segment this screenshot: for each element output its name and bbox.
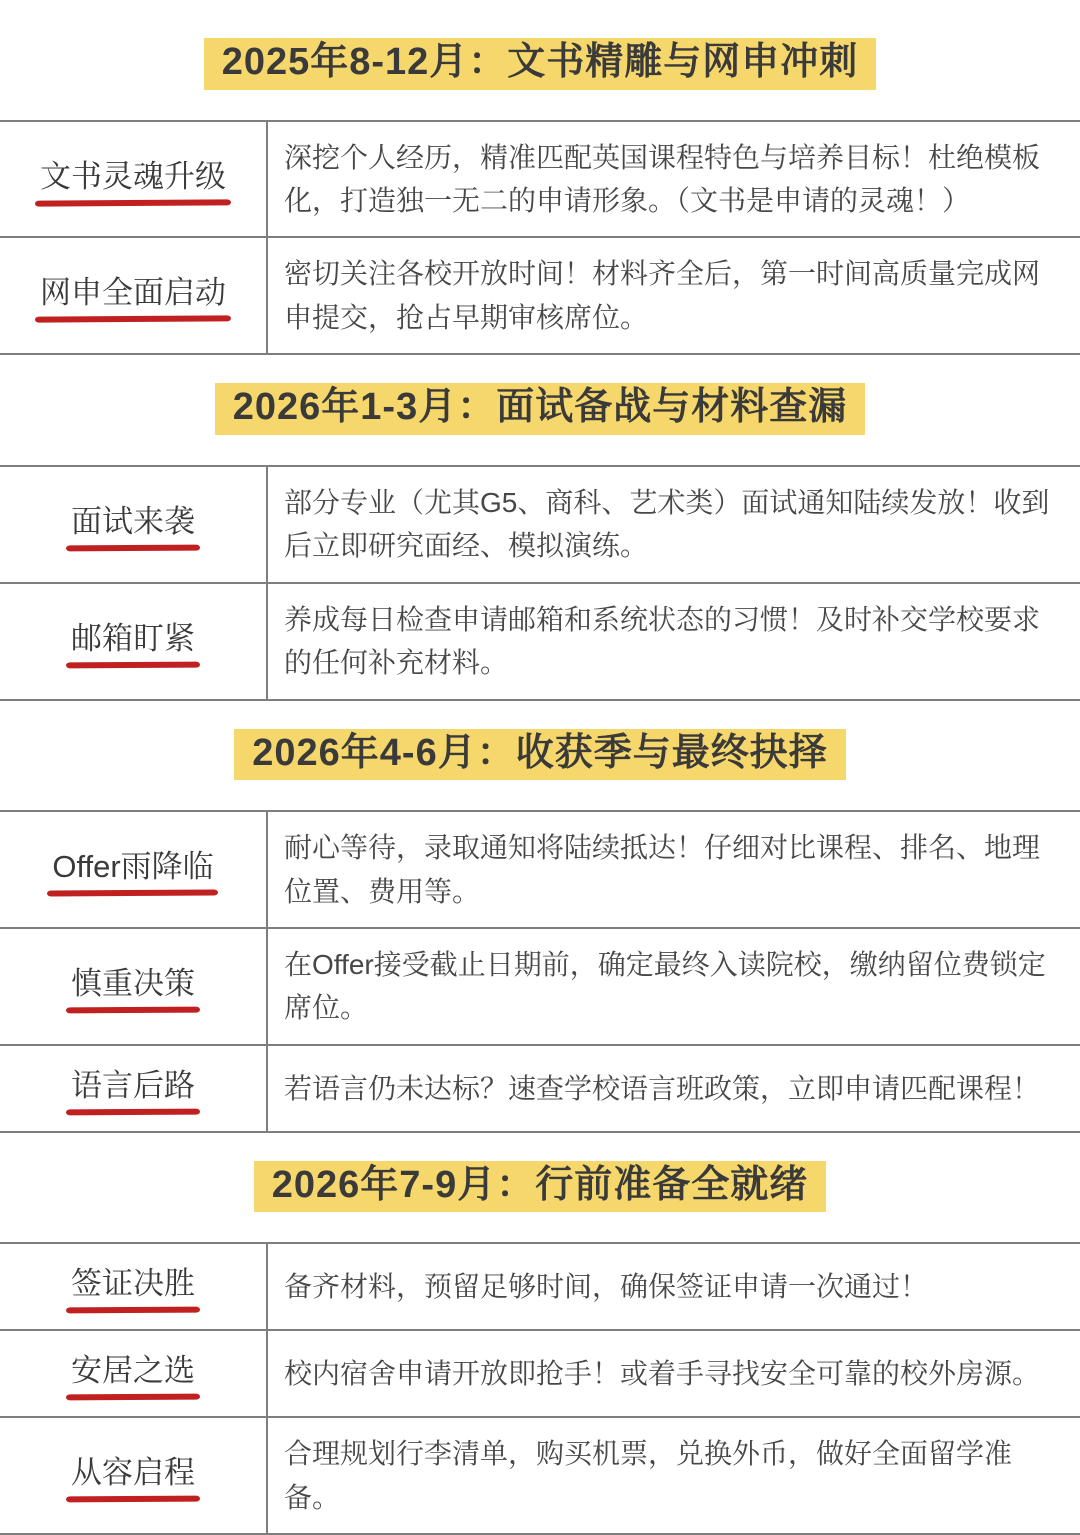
table-row <box>0 812 1080 929</box>
row-label: 文书灵魂升级 <box>40 151 226 208</box>
row-label: 安居之选 <box>71 1345 195 1402</box>
row-desc-cell <box>268 1331 1080 1416</box>
row-desc-cell <box>268 122 1080 237</box>
row-desc-cell <box>268 812 1080 927</box>
row-label: 邮箱盯紧 <box>71 613 195 670</box>
row-label-cell <box>0 238 268 353</box>
row-label: 面试来袭 <box>71 496 195 553</box>
section-header <box>0 729 1080 781</box>
table-row <box>0 1046 1080 1133</box>
timeline-table <box>0 1242 1080 1535</box>
section-header <box>0 383 1080 435</box>
table-row <box>0 929 1080 1046</box>
row-desc-cell <box>268 584 1080 699</box>
section-header <box>0 1161 1080 1213</box>
section-2026-apr-jun <box>0 729 1080 1133</box>
section-title: 2026年4-6月：收获季与最终抉择 <box>234 729 845 781</box>
row-label-cell <box>0 1046 268 1131</box>
row-label-cell <box>0 812 268 927</box>
row-desc-cell <box>268 1046 1080 1131</box>
row-description: 密切关注各校开放时间！材料齐全后，第一时间高质量完成网申提交，抢占早期审核席位。 <box>284 258 1041 333</box>
row-description: 耐心等待，录取通知将陆续抵达！仔细对比课程、排名、地理位置、费用等。 <box>284 832 1041 907</box>
table-row <box>0 467 1080 584</box>
section-2026-jul-sep <box>0 1161 1080 1535</box>
section-title: 2026年1-3月：面试备战与材料查漏 <box>215 383 865 435</box>
timeline-table <box>0 465 1080 701</box>
section-header <box>0 38 1080 90</box>
row-label-cell <box>0 1331 268 1416</box>
row-description: 备齐材料，预留足够时间，确保签证申请一次通过！ <box>284 1271 929 1303</box>
row-description: 校内宿舍申请开放即抢手！或着手寻找安全可靠的校外房源。 <box>284 1358 1041 1390</box>
row-label: 慎重决策 <box>71 958 195 1015</box>
row-label-cell <box>0 584 268 699</box>
row-description: 深挖个人经历，精准匹配英国课程特色与培养目标！杜绝模板化，打造独一无二的申请形象。（文书是申请的灵魂！） <box>284 141 1041 217</box>
row-label: 签证决胜 <box>71 1258 195 1315</box>
row-description: 合理规划行李清单，购买机票，兑换外币，做好全面留学准备。 <box>284 1438 1013 1513</box>
table-row <box>0 1244 1080 1331</box>
row-label-cell <box>0 467 268 582</box>
timeline-table <box>0 810 1080 1133</box>
row-description: 若语言仍未达标？速查学校语言班政策，立即申请匹配课程！ <box>284 1072 1041 1104</box>
row-desc-cell <box>268 1244 1080 1329</box>
table-row <box>0 1331 1080 1418</box>
row-label-cell <box>0 1244 268 1329</box>
timeline-table <box>0 120 1080 356</box>
section-title: 2025年8-12月：文书精雕与网申冲刺 <box>204 38 877 90</box>
row-desc-cell <box>268 238 1080 353</box>
row-label-cell <box>0 1418 268 1533</box>
row-label: 语言后路 <box>71 1060 195 1117</box>
section-title: 2026年7-9月：行前准备全就绪 <box>254 1161 826 1213</box>
row-description: 在Offer接受截止日期前，确定最终入读院校，缴纳留位费锁定席位。 <box>284 948 1046 1024</box>
section-2025-aug-dec <box>0 38 1080 355</box>
row-description: 养成每日检查申请邮箱和系统状态的习惯！及时补交学校要求的任何补充材料。 <box>284 603 1041 679</box>
table-row <box>0 584 1080 701</box>
row-desc-cell <box>268 467 1080 582</box>
row-description: 部分专业（尤其G5、商科、艺术类）面试通知陆续发放！收到后立即研究面经、模拟演练。 <box>284 486 1050 562</box>
row-desc-cell <box>268 929 1080 1044</box>
section-2026-jan-mar <box>0 383 1080 700</box>
row-label: 从容启程 <box>71 1447 195 1504</box>
table-row <box>0 238 1080 355</box>
row-desc-cell <box>268 1418 1080 1533</box>
table-row <box>0 1418 1080 1535</box>
table-row <box>0 122 1080 239</box>
row-label-cell <box>0 122 268 237</box>
row-label: 网申全面启动 <box>40 267 226 324</box>
row-label: Offer雨降临 <box>52 841 213 898</box>
row-label-cell <box>0 929 268 1044</box>
